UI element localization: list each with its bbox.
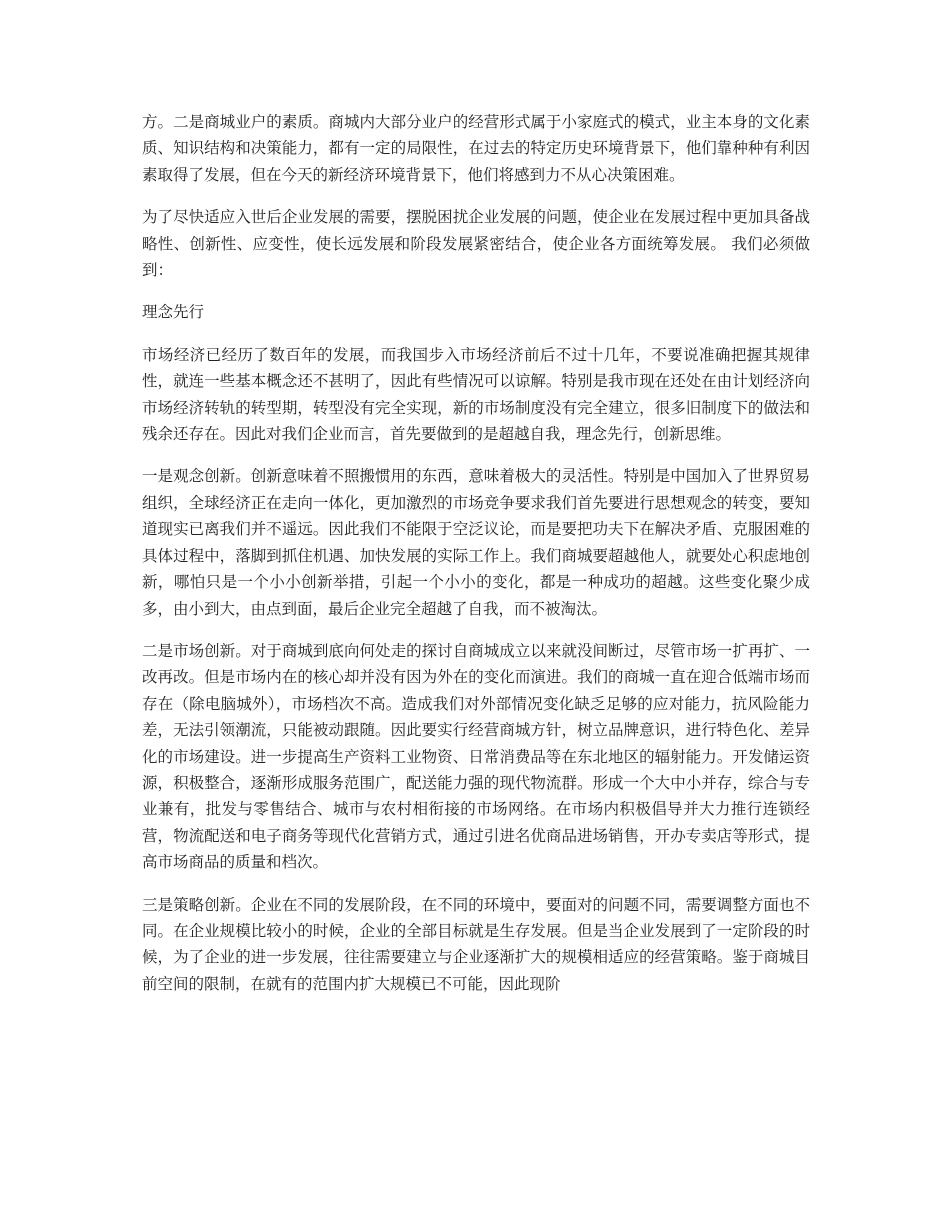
paragraph-market-economy: 市场经济已经历了数百年的发展，而我国步入市场经济前后不过十几年，不要说准确把握其规律性，就连一些基本概念还不甚明了，因此有些情况可以谅解。特别是我市现在还处在由计划经济向市场经济转轨的转型期，转型没有完全实现，新的市场制度没有完全建立，很多旧制度下的做法和残余还存在。因此对我们企业而言，首先要做到的是超越自我，理念先行，创新思维。: [142, 345, 810, 444]
paragraph-strategy-innovation: 三是策略创新。企业在不同的发展阶段，在不同的环境中，要面对的问题不同，需要调整方面也不同。在企业规模比较小的时候，企业的全部目标就是生存发展。但是当企业发展到了一定阶段的时候，为了企业的进一步发展，往往需要建立与企业逐渐扩大的规模相适应的经营策略。鉴于商城目前空间的限制，在就有的范围内扩大规模已不可能，因此现阶: [142, 895, 810, 993]
section-heading-concept-first: 理念先行: [142, 303, 205, 322]
paragraph-wto-adaptation: 为了尽快适应入世后企业发展的需要，摆脱困扰企业发展的问题，使企业在发展过程中更加具备战略性、创新性、应变性，使长远发展和阶段发展紧密结合，使企业各方面统筹发展。 我们必须做到：: [142, 208, 810, 280]
document-page: [142, 109, 810, 1013]
paragraph-merchant-quality: 方。二是商城业户的素质。商城内大部分业户的经营形式属于小家庭式的模式，业主本身的文化素质、知识结构和决策能力，都有一定的局限性，在过去的特定历史环境背景下，他们靠种种有利因素取得了发展，但在今天的新经济环境背景下，他们将感到力不从心决策困难。: [142, 113, 810, 184]
paragraph-concept-innovation: 一是观念创新。创新意味着不照搬惯用的东西，意味着极大的灵活性。特别是中国加入了世界贸易组织，全球经济正在走向一体化，更加激烈的市场竞争要求我们首先要进行思想观念的转变，要知道现实已离我们并不遥远。因此我们不能限于空泛议论，而是要把功夫下在解决矛盾、克服困难的具体过程中，落脚到抓住机遇、加快发展的实际工作上。我们商城要超越他人，就要处心积虑地创新，哪怕只是一个小小创新举措，引起一个小小的变化，都是一种成功的超越。这些变化聚少成多，由小到大，由点到面，最后企业完全超越了自我，而不被淘汰。: [142, 467, 810, 618]
paragraph-market-innovation: 二是市场创新。对于商城到底向何处走的探讨自商城成立以来就没间断过，尽管市场一扩再扩、一改再改。但是市场内在的核心却并没有因为外在的变化而演进。我们的商城一直在迎合低端市场而存在（除电脑城外），市场档次不高。造成我们对外部情况变化缺乏足够的应对能力，抗风险能力差，无法引领潮流，只能被动跟随。因此要实行经营商城方针，树立品牌意识，进行特色化、差异化的市场建设。进一步提高生产资料工业物资、日常消费品等在东北地区的辐射能力。开发储运资源，积极整合，逐渐形成服务范围广，配送能力强的现代物流群。形成一个大中小并存，综合与专业兼有，批发与零售结合、城市与农村相衔接的市场网络。在市场内积极倡导并大力推行连锁经营，物流配送和电子商务等现代化营销方式，通过引进名优商品进场销售，开办专卖店等形式，提高市场商品的质量和档次。: [142, 641, 810, 872]
